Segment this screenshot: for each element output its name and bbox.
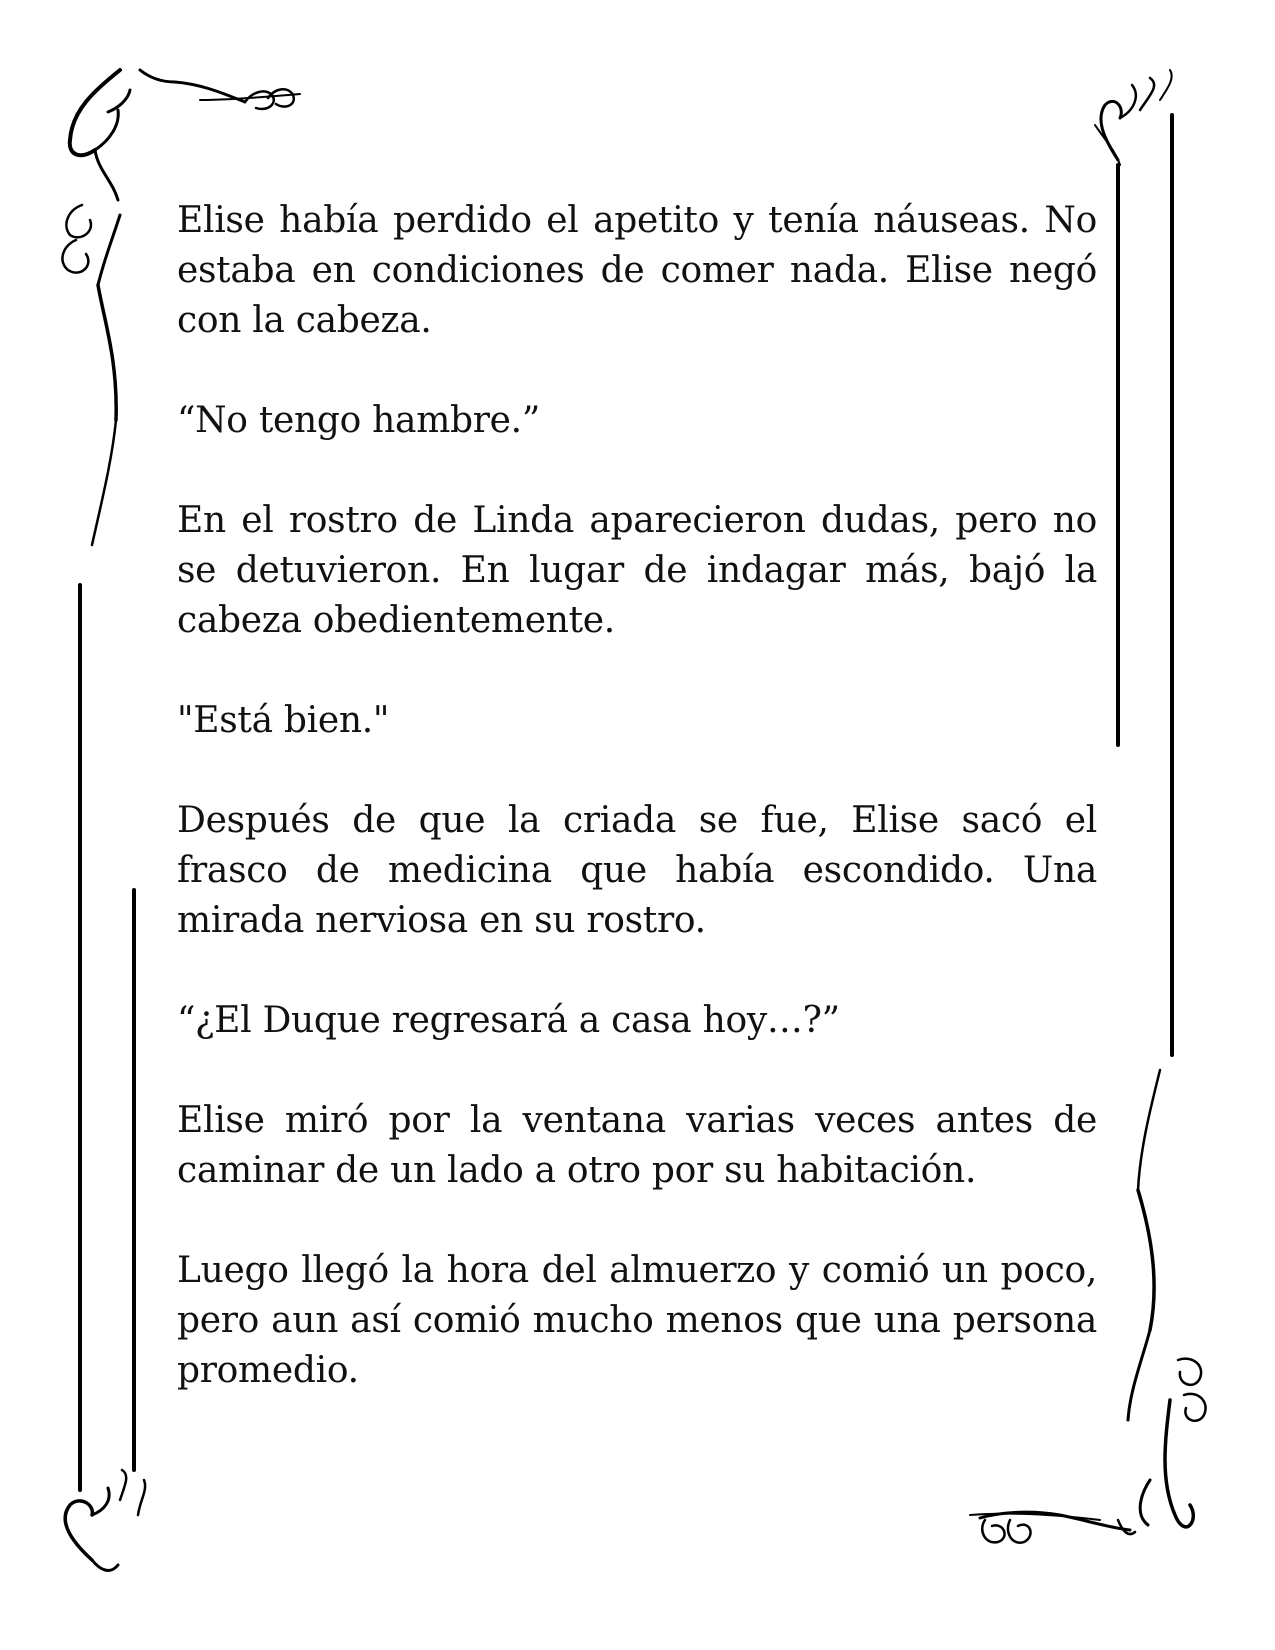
top-right-flourish-icon bbox=[1095, 70, 1172, 165]
paragraph-5: Después de que la criada se fue, Elise sacó el frasco de medicina que había escondido. Una mirada nerviosa en su rostro. bbox=[177, 800, 1097, 941]
paragraph-4: "Está bien." bbox=[177, 700, 390, 741]
paragraph-1: Elise había perdido el apetito y tenía náuseas. No estaba en condiciones de comer nada. Elise negó con la cabeza. bbox=[177, 200, 1097, 341]
paragraph-7: Elise miró por la ventana varias veces antes de caminar de un lado a otro por su habitación. bbox=[177, 1100, 1097, 1191]
paragraph-3: En el rostro de Linda aparecieron dudas, pero no se detuvieron. En lugar de indagar más, bajó la cabeza obedientemente. bbox=[177, 500, 1097, 641]
paragraph-2: “No tengo hambre.” bbox=[177, 400, 540, 441]
bottom-left-flourish-icon bbox=[65, 1470, 145, 1570]
paragraph-8: Luego llegó la hora del almuerzo y comió un poco, pero aun así comió mucho menos que una persona promedio. bbox=[177, 1250, 1097, 1391]
document-body bbox=[177, 196, 1097, 1446]
paragraph-6: “¿El Duque regresará a casa hoy…?” bbox=[177, 1000, 840, 1041]
